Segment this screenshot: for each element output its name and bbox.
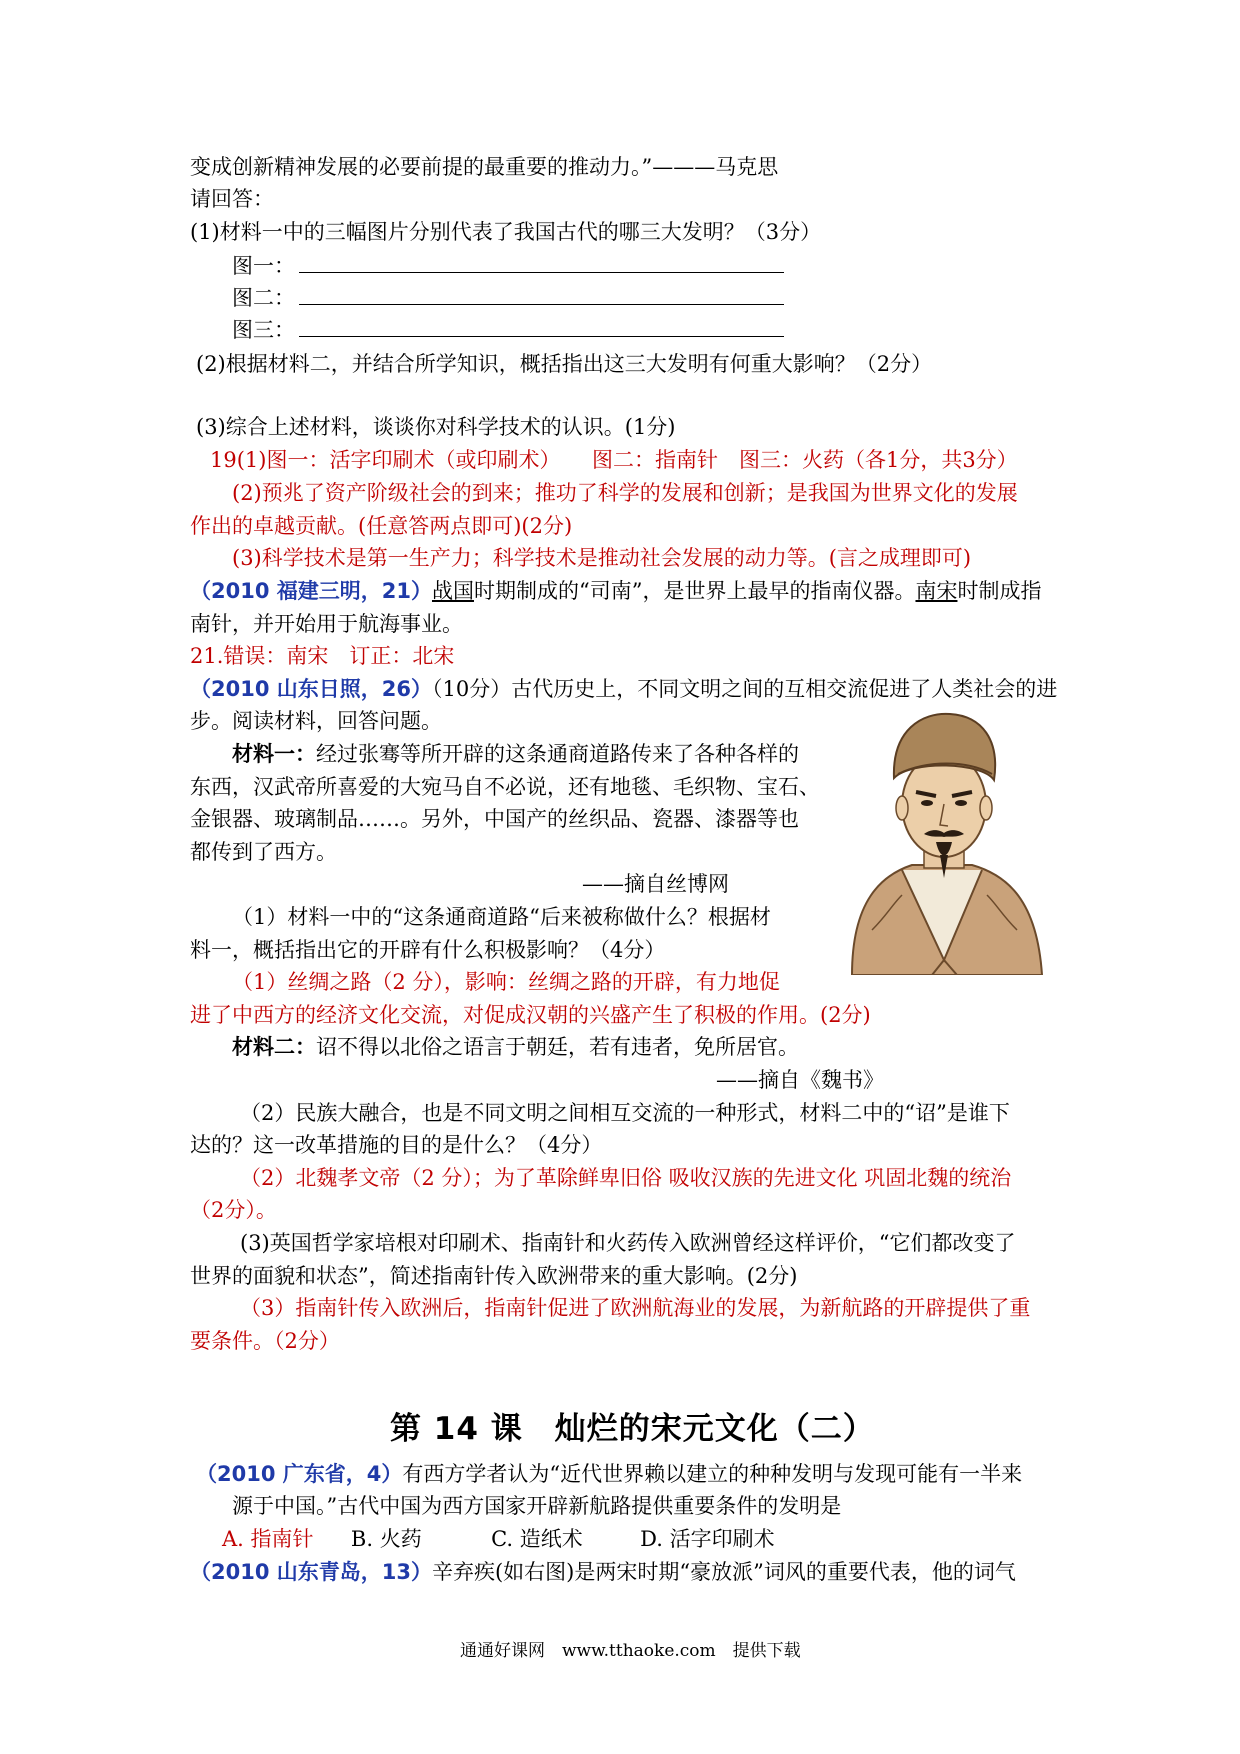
answer-blank[interactable] <box>299 316 784 337</box>
text-line: 源于中国。”古代中国为西方国家开辟新航路提供重要条件的发明是 <box>232 1494 842 1518</box>
source-tag: （2010 山东青岛，13） <box>190 1560 432 1584</box>
text-line: 金银器、玻璃制品……。另外，中国产的丝织品、瓷器、漆器等也 <box>190 807 799 831</box>
text-line: 东西，汉武帝所喜爱的大宛马自不必说，还有地毯、毛织物、宝石、 <box>190 775 820 799</box>
question-1: (1)材料一中的三幅图片分别代表了我国古代的哪三大发明？（3分） <box>190 220 822 244</box>
answer-19-1: 19(1)图一：活字印刷术（或印刷术） 图二：指南针 图三：火药（各1分，共3分） <box>210 448 1018 472</box>
question-qingdao: （2010 山东青岛，13）辛弃疾(如右图)是两宋时期“豪放派”词风的重要代表，他的词气 <box>190 1560 1016 1584</box>
answer-19-3: (3)科学技术是第一生产力；科学技术是推动社会发展的动力等。(言之成理即可) <box>232 546 972 570</box>
sub-answer-3: （3）指南针传入欧洲后，指南针促进了欧洲航海业的发展，为新航路的开辟提供了重 <box>240 1296 1031 1320</box>
question-2: (2)根据材料二，并结合所学知识，概括指出这三大发明有何重大影响？（2分） <box>196 352 933 376</box>
material-source: ——摘自《魏书》 <box>716 1068 884 1092</box>
text-line: 达的？这一改革措施的目的是什么？（4分） <box>190 1133 603 1157</box>
sub-question-1: （1）材料一中的“这条通商道路“后来被称做什么？根据材 <box>232 905 771 929</box>
question-guangdong: （2010 广东省，4）有西方学者认为“近代世界赖以建立的种种发明与发现可能有一半来 <box>196 1462 1023 1486</box>
text-line: 变成创新精神发展的必要前提的最重要的推动力。”———马克思 <box>190 155 779 179</box>
figure-2-label: 图二： <box>232 286 295 310</box>
text-line: 请回答： <box>190 187 274 211</box>
figure-1-label: 图一： <box>232 254 295 278</box>
sub-answer-2: （2）北魏孝文帝（2 分）；为了革除鲜卑旧俗 吸收汉族的先进文化 巩固北魏的统治 <box>240 1166 1012 1190</box>
text-line: 都传到了西方。 <box>190 840 337 864</box>
text-line: 步。阅读材料，回答问题。 <box>190 709 442 733</box>
material-label: 材料一： <box>232 741 316 766</box>
answer-blank[interactable] <box>299 252 784 273</box>
underlined-term: 南宋 <box>915 579 958 603</box>
figure-2-row <box>232 284 784 311</box>
sub-answer-3-cont: 要条件。（2分） <box>190 1329 340 1353</box>
figure-3-row <box>232 316 784 343</box>
option-b[interactable]: B. 火药 <box>350 1527 422 1551</box>
figure-3-label: 图三： <box>232 318 295 342</box>
sub-answer-2-cont: （2分）。 <box>190 1198 277 1222</box>
source-tag: （2010 广东省，4） <box>196 1462 403 1486</box>
question-shandong: （2010 山东日照，26）（10分）古代历史上，不同文明之间的互相交流促进了人类社会的进 <box>190 677 1058 701</box>
source-tag: （2010 山东日照，26） <box>190 677 432 701</box>
page-footer: 通通好课网 www.tthaoke.com 提供下载 <box>460 1641 801 1661</box>
answer-19-2-cont: 作出的卓越贡献。(任意答两点即可)(2分) <box>190 514 573 538</box>
answer-blank[interactable] <box>299 284 784 305</box>
material-source: ——摘自丝博网 <box>582 872 729 896</box>
material-1: 材料一：经过张骞等所开辟的这条通商道路传来了各种各样的 <box>232 741 799 766</box>
option-a[interactable]: A. 指南针 <box>222 1527 314 1551</box>
figure-1-row <box>232 252 784 279</box>
sub-question-3: (3)英国哲学家培根对印刷术、指南针和火药传入欧洲曾经这样评价，“它们都改变了 <box>240 1231 1016 1255</box>
underlined-term: 战国 <box>431 579 474 603</box>
options-row <box>222 1526 775 1552</box>
option-c[interactable]: C. 造纸术 <box>491 1527 583 1551</box>
option-d[interactable]: D. 活字印刷术 <box>640 1527 775 1551</box>
answer-21: 21.错误：南宋 订正：北宋 <box>190 644 455 668</box>
source-tag: （2010 福建三明，21） <box>190 579 432 603</box>
sub-question-2: （2）民族大融合，也是不同文明之间相互交流的一种形式，材料二中的“诏”是谁下 <box>240 1101 1010 1125</box>
answer-19-2: (2)预兆了资产阶级社会的到来；推功了科学的发展和创新；是我国为世界文化的发展 <box>232 481 1018 505</box>
sub-answer-1: （1）丝绸之路（2 分），影响：丝绸之路的开辟，有力地促 <box>232 970 780 994</box>
portrait-of-scholar-icon <box>832 700 1054 975</box>
question-fujian: （2010 福建三明，21）战国时期制成的“司南”，是世界上最早的指南仪器。南宋时制成指 <box>190 579 1042 603</box>
material-2: 材料二：诏不得以北俗之语言于朝廷，若有违者，免所居官。 <box>232 1034 799 1059</box>
lesson-title: 第 14 课 灿烂的宋元文化（二） <box>390 1411 875 1447</box>
text-line: 世界的面貌和状态”，简述指南针传入欧洲带来的重大影响。(2分) <box>190 1264 798 1288</box>
sub-answer-1-cont: 进了中西方的经济文化交流，对促成汉朝的兴盛产生了积极的作用。(2分) <box>190 1003 871 1027</box>
text-line: 南针，并开始用于航海事业。 <box>190 612 463 636</box>
material-label: 材料二： <box>232 1034 316 1059</box>
question-3: (3)综合上述材料，谈谈你对科学技术的认识。(1分) <box>196 415 676 439</box>
text-line: 料一，概括指出它的开辟有什么积极影响？（4分） <box>190 938 666 962</box>
